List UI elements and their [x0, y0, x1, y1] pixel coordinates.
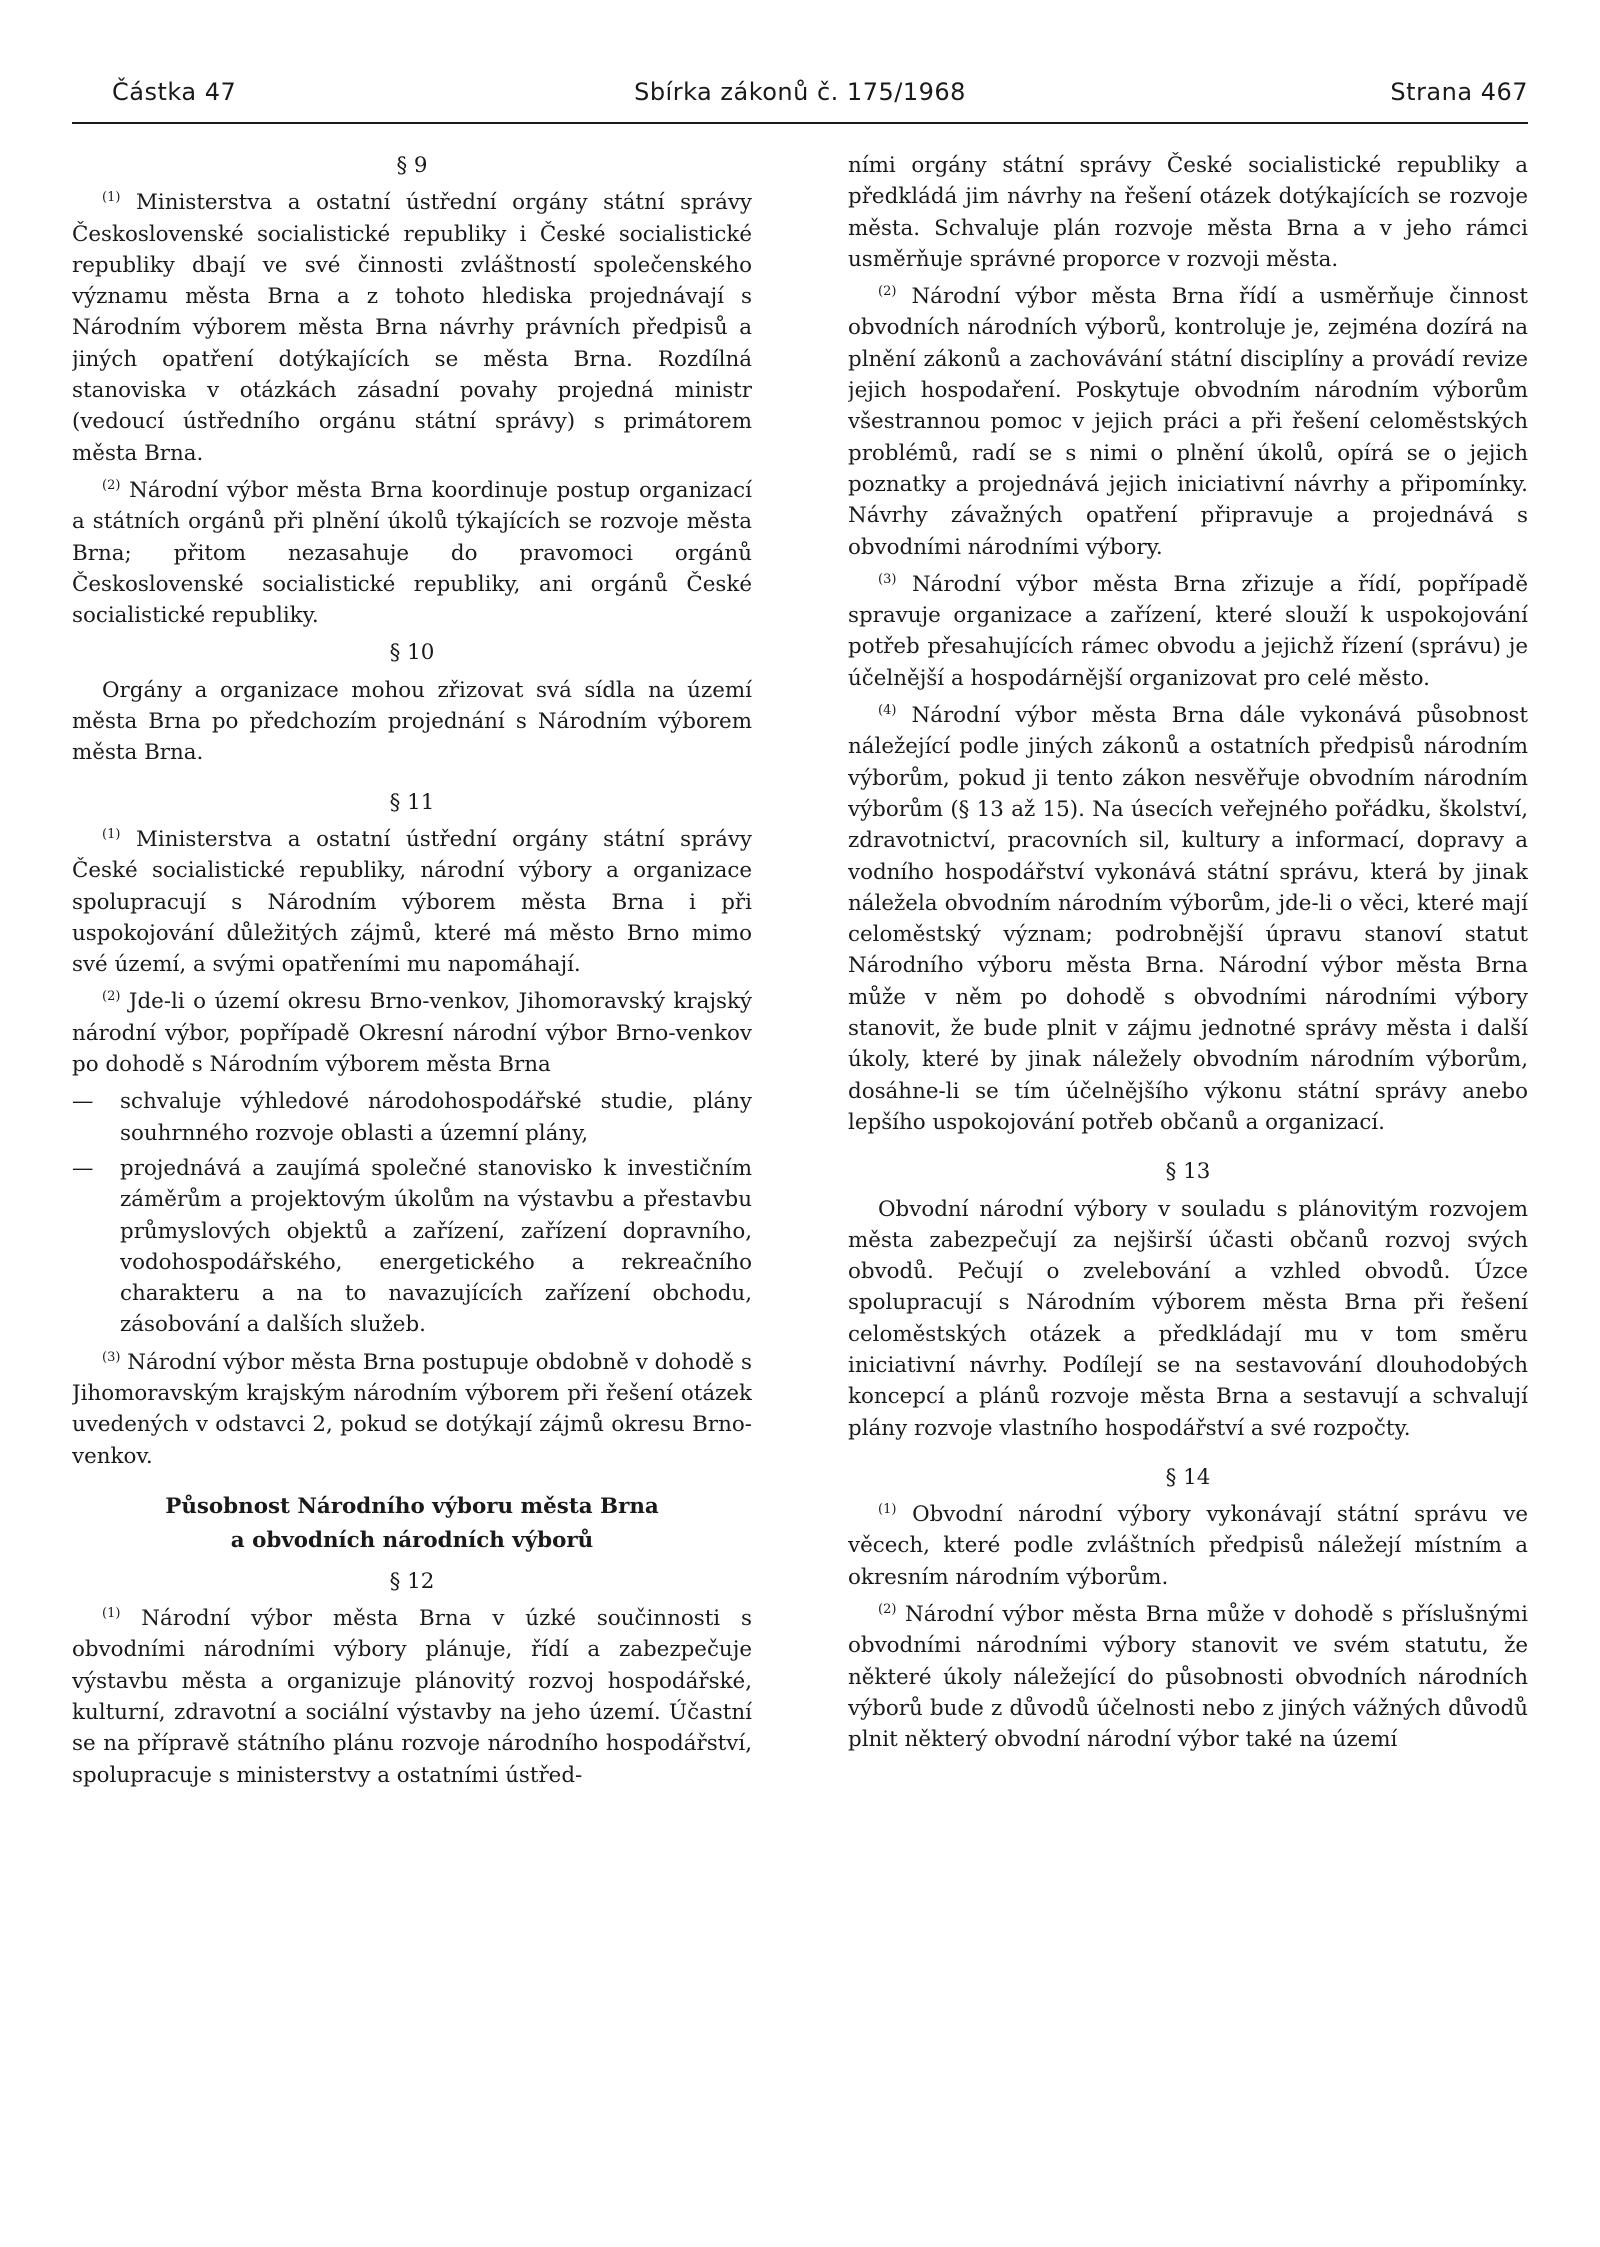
section-12-paragraph-1: $^{(1)}$ Národní výbor města Brna v úzké součinnosti s obvodními národními výbory plánuje, řídí a zabezpečuje výstavbu města a organizuje plánovitý rozvoj hospodářské, kulturní, zdravotní a sociální výstavby na jeho území. Účastní se na přípravě státního plánu rozvoje národního hospodářství, spolupracuje s ministerstvy a ostatními ústřed- — [72, 1606, 752, 1788]
paragraph-number: (1) — [102, 190, 121, 206]
section-9-paragraph-2: $^{(2)}$ Národní výbor města Brna koordinuje postup organizací a státních orgánů při plnění úkolů týkajících se rozvoje města Brna; přitom nezasahuje do pravomoci orgánů Československé socialistické republiky, ani orgánů České socialistické republiky. — [72, 477, 752, 629]
section-14-paragraph-2: $^{(2)}$ Národní výbor města Brna může v dohodě s příslušnými obvodními národními výbory stanovit ve svém statutu, že některé úkoly náležející do působnosti obvodních národních výborů bude z důvodů účelnosti nebo z jiných vážných důvodů plnit některý obvodní národní výbor také na území — [848, 1601, 1528, 1753]
header-collection-title: Sbírka zákonů č. 175/1968 — [634, 78, 966, 106]
section-12-paragraph-3: $^{(3)}$ Národní výbor města Brna zřizuje a řídí, popřípadě spravuje organizace a zařízení, které slouží k uspokojování potřeb přesahujících rámec obvodu a jejichž řízení (správu) je účelnější a hospodárnější organizovat pro celé město. — [848, 571, 1528, 691]
chapter-heading-line-2: a obvodních národních výborů — [230, 1527, 594, 1553]
paragraph-number: (3) — [102, 1349, 121, 1365]
section-11-mark: § 11 — [389, 789, 435, 815]
section-12-mark: § 12 — [389, 1568, 435, 1594]
paragraph-number: (3) — [878, 571, 897, 587]
section-14-mark: § 14 — [1165, 1464, 1211, 1490]
paragraph-number: (1) — [878, 1502, 897, 1518]
section-9-mark: § 9 — [396, 153, 428, 178]
dash-bullet: — — [72, 1089, 94, 1115]
section-11-paragraph-2: $^{(2)}$ Jde-li o území okresu Brno-venkov, Jihomoravský krajský národní výbor, popřípadě Okresní národní výbor Brno-venkov po dohodě s Národním výborem města Brna — [72, 989, 752, 1078]
section-11-paragraph-3: $^{(3)}$ Národní výbor města Brna postupuje obdobně v dohodě s Jihomoravským krajským národním výborem při řešení otázek uvedených v odstavci 2, pokud se dotýkají zájmů okresu Brno-venkov. — [72, 1349, 752, 1469]
paragraph-number: (1) — [102, 826, 121, 842]
paragraph-number: (2) — [102, 989, 121, 1005]
paragraph-number: (2) — [878, 284, 897, 300]
left-column — [72, 150, 752, 2207]
header-rule — [72, 122, 1528, 124]
section-10-paragraph-1: Orgány a organizace mohou zřizovat svá sídla na území města Brna po předchozím projednání s Národním výborem města Brna. — [72, 677, 752, 766]
list-item: — projednává a zaujímá společné stanovisko k investičním záměrům a projektovým úkolům na výstavbu a přestavbu průmyslových objektů a zařízení, zařízení dopravního, vodohospodářského, energetického a rekreačního charakteru a na to navazujících zařízení obchodu, zásobování a dalších služeb. — [72, 1153, 752, 1341]
chapter-heading — [72, 1490, 752, 1558]
section-11-dash-list — [72, 1086, 752, 1340]
page-header — [72, 78, 1528, 114]
section-10-mark: § 10 — [389, 640, 435, 666]
section-12-paragraph-4: $^{(4)}$ Národní výbor města Brna dále vykonává působnost náležející podle jiných zákonů a ostatních předpisů národním výborům, pokud ji tento zákon nesvěřuje obvodním národním výborům (§ 13 až 15). Na úsecích veřejného pořádku, školství, zdravotnictví, pracovních sil, kultury a informací, dopravy a vodního hospodářství vykonává státní správu, která by jinak náležela obvodním národním výborům, jde-li o věci, které mají celoměstský význam; podrobnější úpravu stanoví statut Národního výboru města Brna. Národní výbor města Brna může v něm po dohodě s obvodními národními výbory stanovit, že bude plnit v zájmu jednotné správy města i další úkoly, které by jinak náležely obvodním národním výborům, dosáhne-li se tím účelnějšího výkonu státní správy anebo lepšího uspokojování potřeb občanů a organizací. — [848, 702, 1528, 1135]
section-11-paragraph-1: $^{(1)}$ Ministerstva a ostatní ústřední orgány státní správy České socialistické republiky, národní výbory a organizace spolupracují s Národním výborem města Brna i při uspokojování důležitých zájmů, které má město Brno mimo své území, a svými opatřeními mu napomáhají. — [72, 826, 752, 978]
list-item: — schvaluje výhledové národohospodářské studie, plány souhrnného rozvoje oblasti a územní plány, — [72, 1086, 752, 1149]
section-13-mark: § 13 — [1165, 1159, 1211, 1185]
paragraph-number: (2) — [878, 1601, 897, 1617]
section-12-paragraph-1-continued: ními orgány státní správy České socialistické republiky a předkládá jim návrhy na řešení otázek dotýkajících se rozvoje města. Schvaluje plán rozvoje města Brna a v jeho rámci usměrňuje správné proporce v rozvoji města. — [848, 153, 1528, 272]
section-9-paragraph-1: $^{(1)}$ Ministerstva a ostatní ústřední orgány státní správy Československé socialistické republiky i České socialistické republiky dbají ve své činnosti zvláštností společenského významu města Brna a z tohoto hlediska projednávají s Národním výborem města Brna návrhy právních předpisů a jiných opatření dotýkajících se města Brna. Rozdílná stanoviska v otázkách zásadní povahy projedná ministr (vedoucí ústředního orgánu státní správy) s primátorem města Brna. — [72, 190, 752, 466]
paragraph-number: (2) — [102, 477, 121, 493]
section-13-paragraph-1: Obvodní národní výbory v souladu s plánovitým rozvojem města zabezpečují za nejširší účasti občanů rozvoj svých obvodů. Pečují o zvelebování a vzhled obvodů. Úzce spolupracují s Národním výborem města Brna při řešení celoměstských otázek a předkládají mu v tom směru iniciativní návrhy. Podílejí se na sestavování dlouhodobých koncepcí a plánů rozvoje města Brna a sestavují a schvalují plány rozvoje vlastního hospodářství a své rozpočty. — [848, 1196, 1528, 1441]
section-14-paragraph-1: $^{(1)}$ Obvodní národní výbory vykonávají státní správu ve věcech, které podle zvláštních předpisů náležejí místním a okresním národním výborům. — [848, 1502, 1528, 1590]
right-column — [848, 150, 1528, 2207]
header-part-number: Částka 47 — [112, 78, 237, 106]
header-page-number: Strana 467 — [1390, 78, 1528, 106]
dash-bullet: — — [72, 1155, 94, 1181]
section-12-paragraph-2: $^{(2)}$ Národní výbor města Brna řídí a usměrňuje činnost obvodních národních výborů, kontroluje je, zejména dozírá na plnění zákonů a zachovávání státní disciplíny a provádí revize jejich hospodaření. Poskytuje obvodním národním výborům všestrannou pomoc v jejich práci a při řešení celoměstských problémů, radí se s nimi o plnění úkolů, opírá se o jejich poznatky a projednává jejich iniciativní návrhy a připomínky. Návrhy závažných opatření připravuje a projednává s obvodními národními výbory. — [848, 284, 1528, 560]
paragraph-number: (1) — [102, 1606, 121, 1622]
paragraph-number: (4) — [878, 702, 897, 718]
chapter-heading-line-1: Působnost Národního výboru města Brna — [165, 1493, 659, 1519]
